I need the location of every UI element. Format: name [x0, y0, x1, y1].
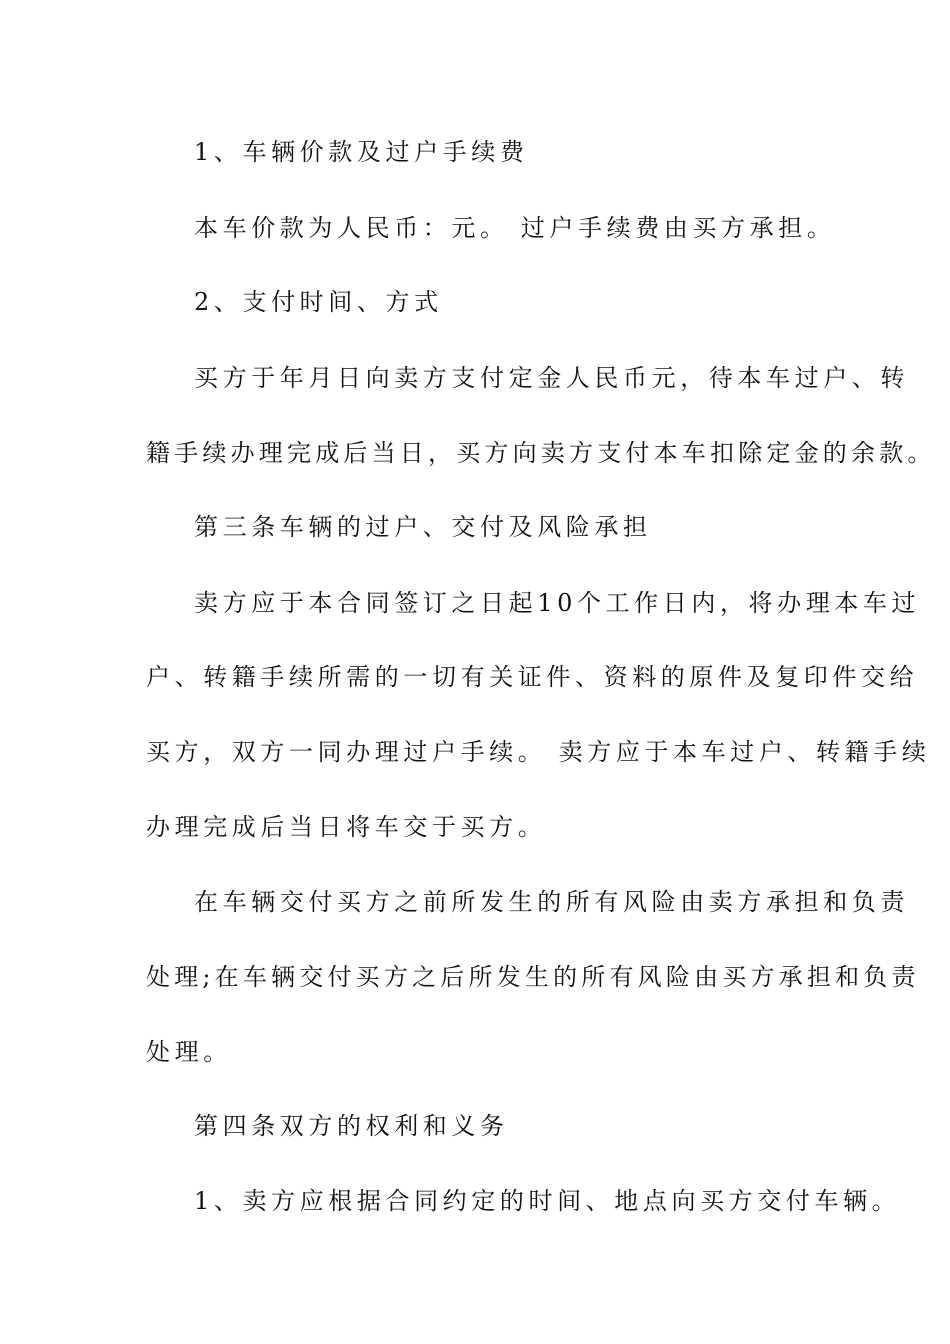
section-heading-payment: 2、支付时间、方式: [194, 288, 443, 316]
paragraph-payment-line-1: 买方于年月日向卖方支付定金人民币元，待本车过户、转: [194, 364, 909, 392]
section-heading-price: 1、车辆价款及过户手续费: [194, 138, 529, 166]
paragraph-risk-line-1: 在车辆交付买方之前所发生的所有风险由卖方承担和负责: [194, 888, 909, 916]
obligation-item-1: 1、卖方应根据合同约定的时间、地点向买方交付车辆。: [194, 1187, 901, 1215]
paragraph-transfer-line-3: 买方，双方一同办理过户手续。 卖方应于本车过户、转籍手续: [146, 738, 931, 766]
paragraph-transfer-line-1: 卖方应于本合同签订之日起10个工作日内，将办理本车过: [194, 589, 921, 617]
paragraph-payment-line-2: 籍手续办理完成后当日，买方向卖方支付本车扣除定金的余款。: [146, 439, 936, 467]
paragraph-transfer-line-2: 户、转籍手续所需的一切有关证件、资料的原件及复印件交给: [146, 663, 919, 691]
article-four-heading: 第四条双方的权利和义务: [194, 1112, 509, 1140]
paragraph-transfer-line-4: 办理完成后当日将车交于买方。: [146, 813, 547, 841]
paragraph-risk-line-3: 处理。: [146, 1038, 232, 1066]
paragraph-risk-line-2: 处理;在车辆交付买方之后所发生的所有风险由买方承担和负责: [146, 963, 920, 991]
paragraph-price: 本车价款为人民币：元。 过户手续费由买方承担。: [194, 214, 836, 242]
article-three-heading: 第三条车辆的过户、交付及风险承担: [194, 513, 652, 541]
